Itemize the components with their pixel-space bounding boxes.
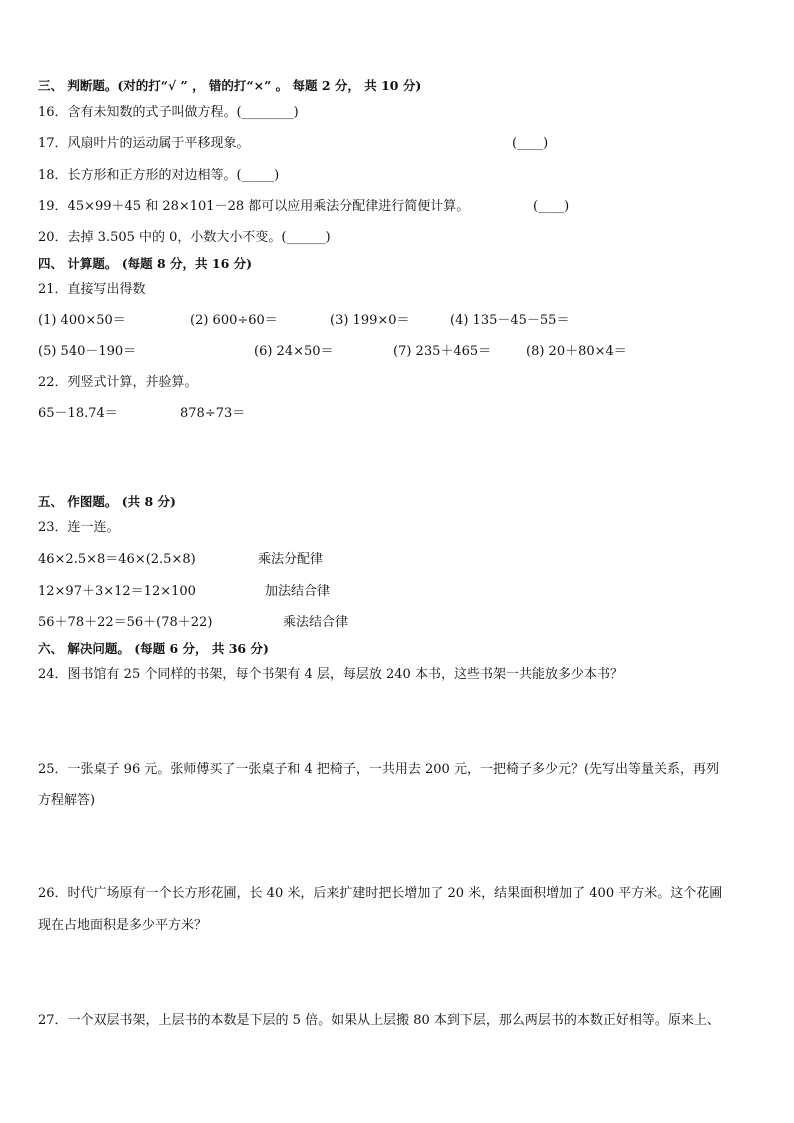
question-19: 19．45×99＋45 和 28×101－28 都可以应用乘法分配律进行简便计算。: [38, 199, 470, 214]
section-6-heading: 六、 解决问题。 (每题 6 分， 共 36 分): [38, 641, 269, 656]
calc-item-7: (7) 235＋465＝: [393, 344, 492, 359]
question-22: 22．列竖式计算，并验算。: [38, 375, 198, 390]
question-26-line-2: 现在占地面积是多少平方米？: [38, 918, 208, 933]
calc-item-5: (5) 540－190＝: [38, 344, 137, 359]
question-16: 16．含有未知数的式子叫做方程。(________): [38, 105, 299, 120]
match-left-2: 12×97＋3×12＝12×100: [38, 584, 196, 599]
question-27-line-1: 27．一个双层书架，上层书的本数是下层的 5 倍。如果从上层搬 80 本到下层，那么两层书的本数正好相等。原来上、: [38, 1013, 720, 1028]
question-17-blank: (____): [512, 136, 549, 151]
calc-item-2: (2) 600÷60＝: [190, 313, 278, 328]
match-right-2: 加法结合律: [265, 584, 331, 599]
question-24: 24．图书馆有 25 个同样的书架，每个书架有 4 层，每层放 240 本书，这些书架一共能放多少本书？: [38, 667, 623, 682]
question-20: 20．去掉 3.505 中的 0，小数大小不变。(______): [38, 230, 331, 245]
question-23: 23．连一连。: [38, 520, 120, 535]
question-26-line-1: 26．时代广场原有一个长方形花圃，长 40 米，后来扩建时把长增加了 20 米，结果面积增加了 400 平方米。这个花圃: [38, 886, 723, 901]
question-21: 21．直接写出得数: [38, 282, 146, 297]
question-25-line-1: 25．一张桌子 96 元。张师傅买了一张桌子和 4 把椅子，一共用去 200 元，一把椅子多少元？(先写出等量关系，再列: [38, 762, 720, 777]
vertical-calc-2: 878÷73＝: [180, 406, 246, 421]
match-right-3: 乘法结合律: [283, 615, 349, 630]
question-25-line-2: 方程解答): [38, 793, 96, 808]
calc-item-6: (6) 24×50＝: [254, 344, 334, 359]
section-5-heading: 五、 作图题。 (共 8 分): [38, 494, 176, 509]
match-right-1: 乘法分配律: [258, 552, 324, 567]
vertical-calc-1: 65－18.74＝: [38, 406, 118, 421]
calc-item-3: (3) 199×0＝: [330, 313, 410, 328]
question-17: 17．风扇叶片的运动属于平移现象。: [38, 136, 250, 151]
calc-item-8: (8) 20＋80×4＝: [526, 344, 627, 359]
calc-item-4: (4) 135－45－55＝: [450, 313, 570, 328]
match-left-3: 56＋78＋22＝56＋(78＋22): [38, 615, 213, 630]
section-3-heading: 三、 判断题。(对的打“√ ” ， 错的打“×” 。 每题 2 分， 共 10 分): [38, 78, 422, 93]
match-left-1: 46×2.5×8＝46×(2.5×8): [38, 552, 196, 567]
question-19-blank: (____): [533, 199, 570, 214]
section-4-heading: 四、 计算题。 (每题 8 分，共 16 分): [38, 256, 253, 271]
calc-item-1: (1) 400×50＝: [38, 313, 126, 328]
question-18: 18．长方形和正方形的对边相等。(_____): [38, 168, 280, 183]
